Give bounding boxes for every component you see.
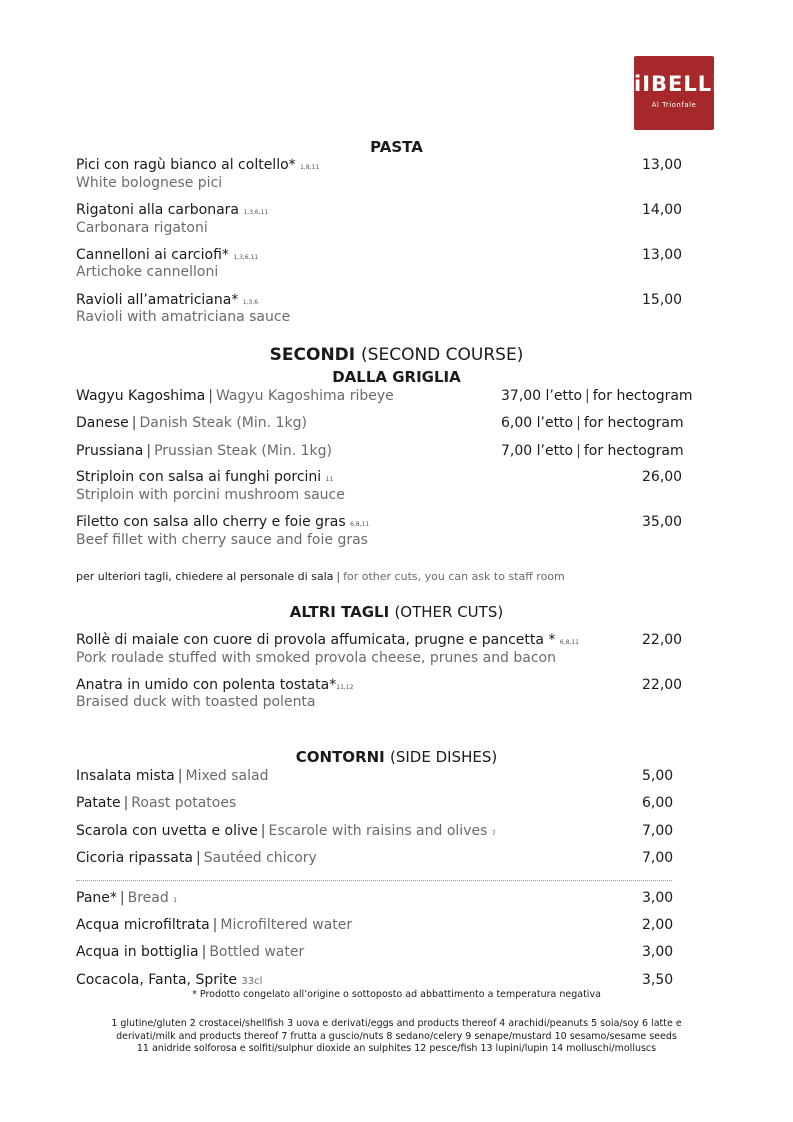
menu-item-name: Cannelloni ai carciofi* 1,3,6,11 <box>76 247 259 263</box>
menu-item-name: Filetto con salsa allo cherry e foie gras 6,8,11 <box>76 514 370 530</box>
extra-price: 3,00 <box>642 890 674 906</box>
section-divider <box>76 880 672 881</box>
side-dish-price: 7,00 <box>642 850 674 866</box>
allergens-line: 11 anidride solforosa e solfiti/sulphur dioxide an sulphites 12 pesce/fish 13 lupini/lupin 14 molluschi/molluscs <box>136 1043 657 1054</box>
grill-item-price: 6,00 l’etto | for hectogram <box>501 415 684 431</box>
altri-tagli-heading: ALTRI TAGLI (OTHER CUTS) <box>289 603 504 621</box>
menu-item-name: Pici con ragù bianco al coltello* 1,8,11 <box>76 157 320 173</box>
extra-item: Acqua in bottiglia | Bottled water <box>76 944 305 960</box>
allergens-line: derivati/milk and products thereof 7 frutta a guscio/nuts 8 sedano/celery 9 senape/mustard 10 sesamo/sesame seeds <box>116 1030 677 1042</box>
side-dish-price: 6,00 <box>642 795 674 811</box>
logo-brand: iIBELLi <box>634 72 721 96</box>
extra-price: 2,00 <box>642 917 674 933</box>
grill-item-name: Wagyu Kagoshima | Wagyu Kagoshima ribeye <box>76 388 394 404</box>
menu-item-price: 13,00 <box>642 247 683 263</box>
extra-price: 3,50 <box>642 972 674 988</box>
menu-item-english: Beef fillet with cherry sauce and foie gras <box>76 532 368 548</box>
menu-item-price: 22,00 <box>642 677 683 693</box>
menu-item-name: Rigatoni alla carbonara 1,3,6,11 <box>76 202 269 218</box>
extra-item: Pane* | Bread 1 <box>76 890 178 906</box>
grill-subheading: DALLA GRIGLIA <box>332 368 461 386</box>
grill-item-price: 7,00 l’etto | for hectogram <box>501 443 684 459</box>
side-dish-item: Insalata mista | Mixed salad <box>76 768 269 784</box>
menu-item-english: Pork roulade stuffed with smoked provola cheese, prunes and bacon <box>76 650 556 666</box>
grill-item-price: 37,00 l’etto | for hectogram <box>501 388 693 404</box>
side-dish-price: 5,00 <box>642 768 674 784</box>
secondi-heading: SECONDI (SECOND COURSE) <box>269 345 524 365</box>
restaurant-logo <box>634 56 721 130</box>
grill-item-name: Danese | Danish Steak (Min. 1kg) <box>76 415 307 431</box>
side-dish-item: Scarola con uvetta e olive | Escarole with raisins and olives 7 <box>76 823 496 839</box>
extra-item: Acqua microfiltrata | Microfiltered water <box>76 917 353 933</box>
allergens-legend <box>70 1018 723 1056</box>
menu-item-english: Braised duck with toasted polenta <box>76 694 316 710</box>
contorni-heading: CONTORNI (SIDE DISHES) <box>295 748 498 766</box>
other-cuts-note: per ulteriori tagli, chiedere al personale di sala | for other cuts, you can ask to staff room <box>76 570 565 583</box>
pasta-heading: PASTA <box>370 138 423 156</box>
extra-price: 3,00 <box>642 944 674 960</box>
menu-item-price: 15,00 <box>642 292 683 308</box>
extra-item: Cocacola, Fanta, Sprite 33cl <box>76 972 263 988</box>
side-dish-item: Cicoria ripassata | Sautéed chicory <box>76 850 317 866</box>
logo-subtitle: Al Trionfale <box>651 101 697 109</box>
menu-item-name: Rollè di maiale con cuore di provola affumicata, prugne e pancetta * 6,8,11 <box>76 632 579 648</box>
menu-item-name: Striploin con salsa ai funghi porcini 11 <box>76 469 334 485</box>
menu-item-name: Anatra in umido con polenta tostata*11,12 <box>76 677 354 693</box>
menu-item-price: 35,00 <box>642 514 683 530</box>
menu-item-english: Striploin with porcini mushroom sauce <box>76 487 345 503</box>
menu-item-price: 14,00 <box>642 202 683 218</box>
side-dish-item: Patate | Roast potatoes <box>76 795 237 811</box>
menu-item-english: Artichoke cannelloni <box>76 264 219 280</box>
menu-item-price: 22,00 <box>642 632 683 648</box>
menu-item-name: Ravioli all’amatriciana* 1,3,6 <box>76 292 259 308</box>
frozen-footnote: * Prodotto congelato all’origine o sottoposto ad abbattimento a temperatura negativa <box>192 989 601 1000</box>
menu-item-english: White bolognese pici <box>76 175 223 191</box>
menu-item-price: 26,00 <box>642 469 683 485</box>
side-dish-price: 7,00 <box>642 823 674 839</box>
menu-item-english: Carbonara rigatoni <box>76 220 208 236</box>
grill-item-name: Prussiana | Prussian Steak (Min. 1kg) <box>76 443 332 459</box>
menu-item-price: 13,00 <box>642 157 683 173</box>
allergens-line: 1 glutine/gluten 2 crostacei/shellfish 3 uova e derivati/eggs and products thereof 4 arachidi/peanuts 5 soia/soy 6 latte e <box>111 1018 682 1029</box>
menu-item-english: Ravioli with amatriciana sauce <box>76 309 291 325</box>
